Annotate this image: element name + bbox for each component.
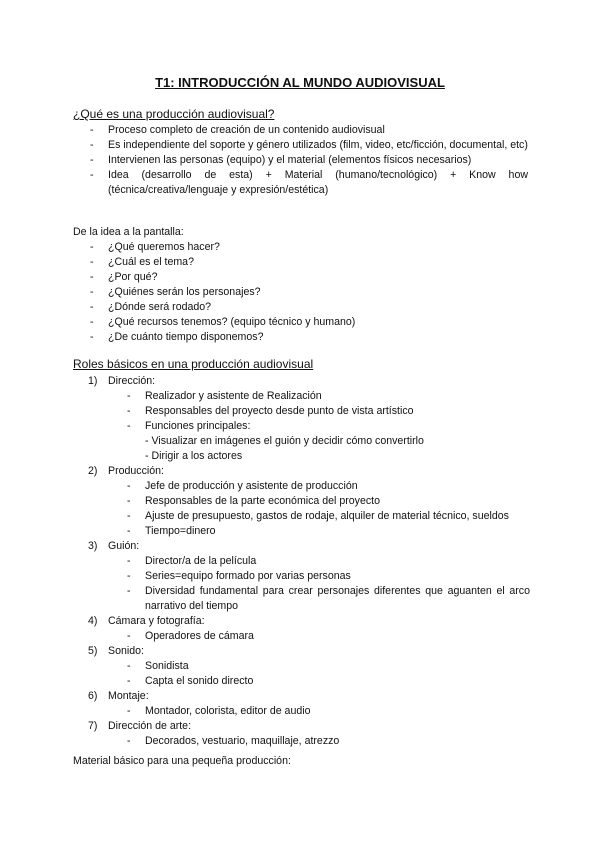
material-lead: Material básico para una pequeña producción: [73,755,291,767]
role-sonido: 5) Sonido: - Sonidista - Capta el sonido directo [88,644,530,689]
list-item: - Realizador y asistente de Realización [127,389,530,404]
role-name: Cámara y fotografía: [108,615,205,627]
role-direccion-arte: 7) Dirección de arte: - Decorados, vestuario, maquillaje, atrezzo [88,719,530,749]
roles-list [88,374,530,749]
section-heading-roles: Roles básicos en una producción audiovisual [73,357,314,371]
role-guion: 3) Guión: - Director/a de la película - Series=equipo formado por varias personas - Diversidad fundamental para crear personajes diferentes que aguanten el arco narrativo del tiempo [88,539,530,614]
role-name: Guión: [108,540,140,552]
role-montaje: 6) Montaje: - Montador, colorista, editor de audio [88,689,530,719]
list-item: - Jefe de producción y asistente de producción [127,479,530,494]
list-item: - Responsables de la parte económica del proyecto [127,494,530,509]
section-heading-what-is: ¿Qué es una producción audiovisual? [73,107,275,121]
list-item: - Montador, colorista, editor de audio [127,704,530,719]
list-item: - ¿Quiénes serán los personajes? [90,285,528,300]
role-name: Dirección: [108,375,156,387]
note: - Visualizar en imágenes el guión y decidir cómo convertirlo [145,435,424,447]
list-item: - Director/a de la película [127,554,530,569]
list-item: - Capta el sonido directo [127,674,530,689]
list-item: - ¿De cuánto tiempo disponemos? [90,330,528,345]
list-item: - Decorados, vestuario, maquillaje, atrezzo [127,734,530,749]
list-item: - Diversidad fundamental para crear personajes diferentes que aguanten el arco narrativo del tiempo [127,584,530,614]
list-item: - Tiempo=dinero [127,524,530,539]
list-item: - ¿Dónde será rodado? [90,300,528,315]
role-camara: 4) Cámara y fotografía: - Operadores de cámara [88,614,530,644]
list-item: - Series=equipo formado por varias personas [127,569,530,584]
list-item: - Responsables del proyecto desde punto de vista artístico [127,404,530,419]
role-name: Producción: [108,465,164,477]
page-title: T1: INTRODUCCIÓN AL MUNDO AUDIOVISUAL [155,75,445,90]
list-item: - ¿Cuál es el tema? [90,255,528,270]
what-is-list [90,123,528,198]
list-item: - Intervienen las personas (equipo) y el material (elementos físicos necesarios) [90,153,528,168]
role-direccion: 1) Dirección: - Realizador y asistente de Realización - Responsables del proyecto desde punto de vista artístico - Funciones principales: - Visualizar en imágenes el guión y decidir cómo convertirlo - Dirigir a los actores [88,374,530,464]
list-item: - Idea (desarrollo de esta) + Material (humano/tecnológico) + Know how (técnica/creativa/lenguaje y expresión/estética) [90,168,528,198]
list-item: - ¿Qué recursos tenemos? (equipo técnico y humano) [90,315,528,330]
idea-to-screen-list [90,240,528,345]
note: - Dirigir a los actores [145,450,243,462]
role-name: Montaje: [108,690,149,702]
idea-to-screen-lead: De la idea a la pantalla: [73,226,184,238]
list-item: - Proceso completo de creación de un contenido audiovisual [90,123,528,138]
list-item: - Ajuste de presupuesto, gastos de rodaje, alquiler de material técnico, sueldos [127,509,530,524]
list-item: - Operadores de cámara [127,629,530,644]
role-name: Dirección de arte: [108,720,192,732]
list-item: - ¿Qué queremos hacer? [90,240,528,255]
role-produccion: 2) Producción: - Jefe de producción y asistente de producción - Responsables de la parte económica del proyecto - Ajuste de presupuesto, gastos de rodaje, alquiler de material técnico, sueldos - Tiempo=dinero [88,464,530,539]
list-item: - Es independiente del soporte y género utilizados (film, video, etc/ficción, documental, etc) [90,138,528,153]
list-item: - ¿Por qué? [90,270,528,285]
list-item: - Funciones principales: [127,419,530,434]
role-name: Sonido: [108,645,144,657]
list-item: - Sonidista [127,659,530,674]
